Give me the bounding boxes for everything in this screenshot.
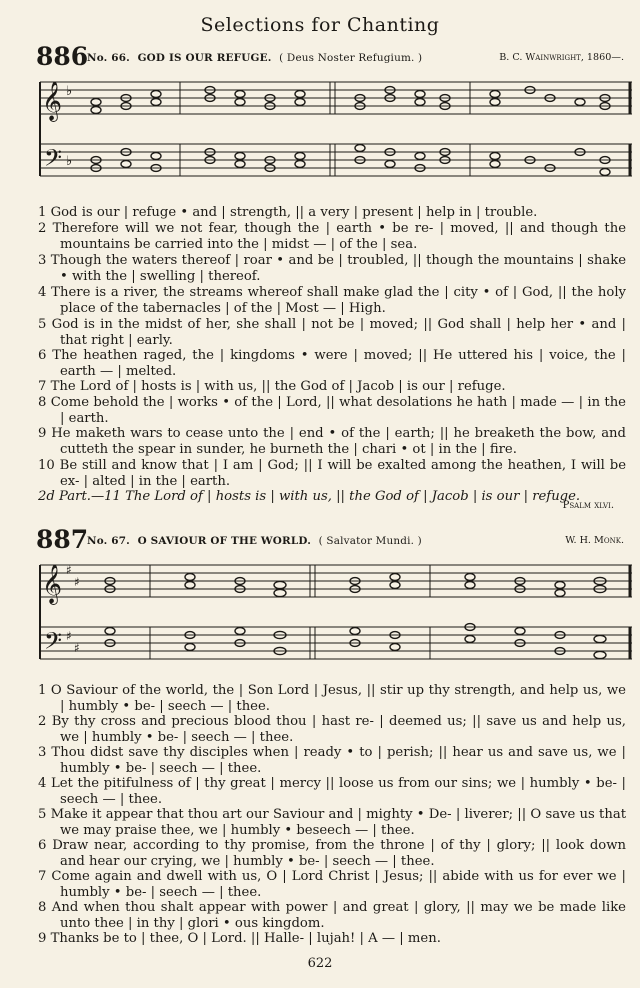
chant-title — [87, 535, 422, 547]
verse: 9 He maketh wars to cease unto the | end • of the | earth; || he breaketh the bow, and cutteth the spear in sunder, he burneth the | chari • ot | in the | fire. — [38, 426, 626, 457]
svg-text:♭: ♭ — [66, 154, 73, 169]
composer: B. C. Wainwright, 1860—. — [499, 52, 624, 63]
verse: 6 Draw near, according to thy promise, from the throne | of thy | glory; || look down and hear our crying, we | humbly • be- | seech — | thee. — [38, 838, 626, 869]
verse: 8 Come behold the | works • of the | Lord, || what desolations he hath | made — | in the | earth. — [38, 395, 626, 426]
svg-text:♯: ♯ — [74, 641, 80, 655]
verse: 7 Come again and dwell with us, O | Lord Christ | Jesus; || abide with us for ever we | humbly • be- | seech — | thee. — [38, 869, 626, 900]
page-number: 622 — [307, 956, 333, 971]
verse: 10 Be still and know that | I am | God; || I will be exalted among the heathen, I will be ex- | alted | in the | earth. — [38, 458, 626, 489]
chant-name: O SAVIOUR OF THE WORLD. — [137, 535, 312, 547]
svg-text:𝄞: 𝄞 — [42, 564, 63, 604]
page-heading: Selections for Chanting — [200, 14, 440, 36]
chant-latin-title: ( Salvator Mundi. ) — [318, 535, 422, 547]
verse: 1 O Saviour of the world, the | Son Lord | Jesus, || stir up thy strength, and help us, we | humbly • be- | seech — | thee. — [38, 683, 626, 714]
verse: 2 By thy cross and precious blood thou | hast re- | deemed us; || save us and help us, we | humbly • be- | seech — | thee. — [38, 714, 626, 745]
composer: W. H. Monk. — [565, 535, 624, 546]
verse: 6 The heathen raged, the | kingdoms • were | moved; || He uttered his | voice, the | earth — | melted. — [38, 348, 626, 379]
music-score-887 — [30, 555, 636, 680]
hymn-header-886 — [36, 42, 624, 71]
chant-title — [87, 52, 422, 64]
verse: 4 Let the pitifulness of | thy great | mercy || loose us from our sins; we | humbly • be- | seech — | thee. — [38, 776, 626, 807]
hymn-number: 886 — [36, 42, 89, 71]
svg-text:𝄢: 𝄢 — [44, 627, 63, 660]
svg-text:♭: ♭ — [66, 84, 73, 99]
verse: 2d Part.—11 The Lord of | hosts is | with us, || the God of | Jacob | is our | refuge. — [38, 489, 581, 504]
chant-name: GOD IS OUR REFUGE. — [137, 52, 272, 64]
psalm-reference: Psalm xlvi. — [562, 500, 614, 511]
svg-text:𝄞: 𝄞 — [42, 81, 63, 121]
verse: 2 Therefore will we not fear, though the | earth • be re- | moved, || and though the mountains be carried into the | midst — | of the | sea. — [38, 221, 626, 252]
music-score-886 — [30, 72, 636, 204]
verse: 5 Make it appear that thou art our Saviour and | mighty • De- | liverer; || O save us that we may praise thee, we | humbly • beseech — | thee. — [38, 807, 626, 838]
verse: 4 There is a river, the streams whereof shall make glad the | city • of | God, || the holy place of the tabernacles | of the | Most — | High. — [38, 285, 626, 316]
chant-latin-title: ( Deus Noster Refugium. ) — [279, 52, 423, 64]
svg-text:♯: ♯ — [66, 563, 72, 577]
verse: 1 God is our | refuge • and | strength, || a very | present | help in | trouble. — [38, 205, 538, 220]
svg-text:𝄢: 𝄢 — [44, 144, 63, 177]
verse: 5 God is in the midst of her, she shall | not be | moved; || God shall | help her • and | that right | early. — [38, 317, 626, 348]
svg-text:♯: ♯ — [74, 575, 80, 589]
verse: 9 Thanks be to | thee, O | Lord. || Halle- | lujah! | A — | men. — [38, 931, 441, 946]
verse: 3 Thou didst save thy disciples when | ready • to | perish; || hear us and save us, we | humbly • be- | seech — | thee. — [38, 745, 626, 776]
verse: 3 Though the waters thereof | roar • and be | troubled, || though the mountains | shake • with the | swelling | thereof. — [38, 253, 626, 284]
chant-number: No. 66. — [87, 52, 130, 64]
svg-text:♯: ♯ — [66, 629, 72, 643]
hymn-header-887 — [36, 525, 624, 554]
hymn-number: 887 — [36, 525, 89, 554]
chant-number: No. 67. — [87, 535, 130, 547]
verse: 7 The Lord of | hosts is | with us, || the God of | Jacob | is our | refuge. — [38, 379, 506, 394]
verse: 8 And when thou shalt appear with power | and great | glory, || may we be made like unto thee | in thy | glori • ous kingdom. — [38, 900, 626, 931]
